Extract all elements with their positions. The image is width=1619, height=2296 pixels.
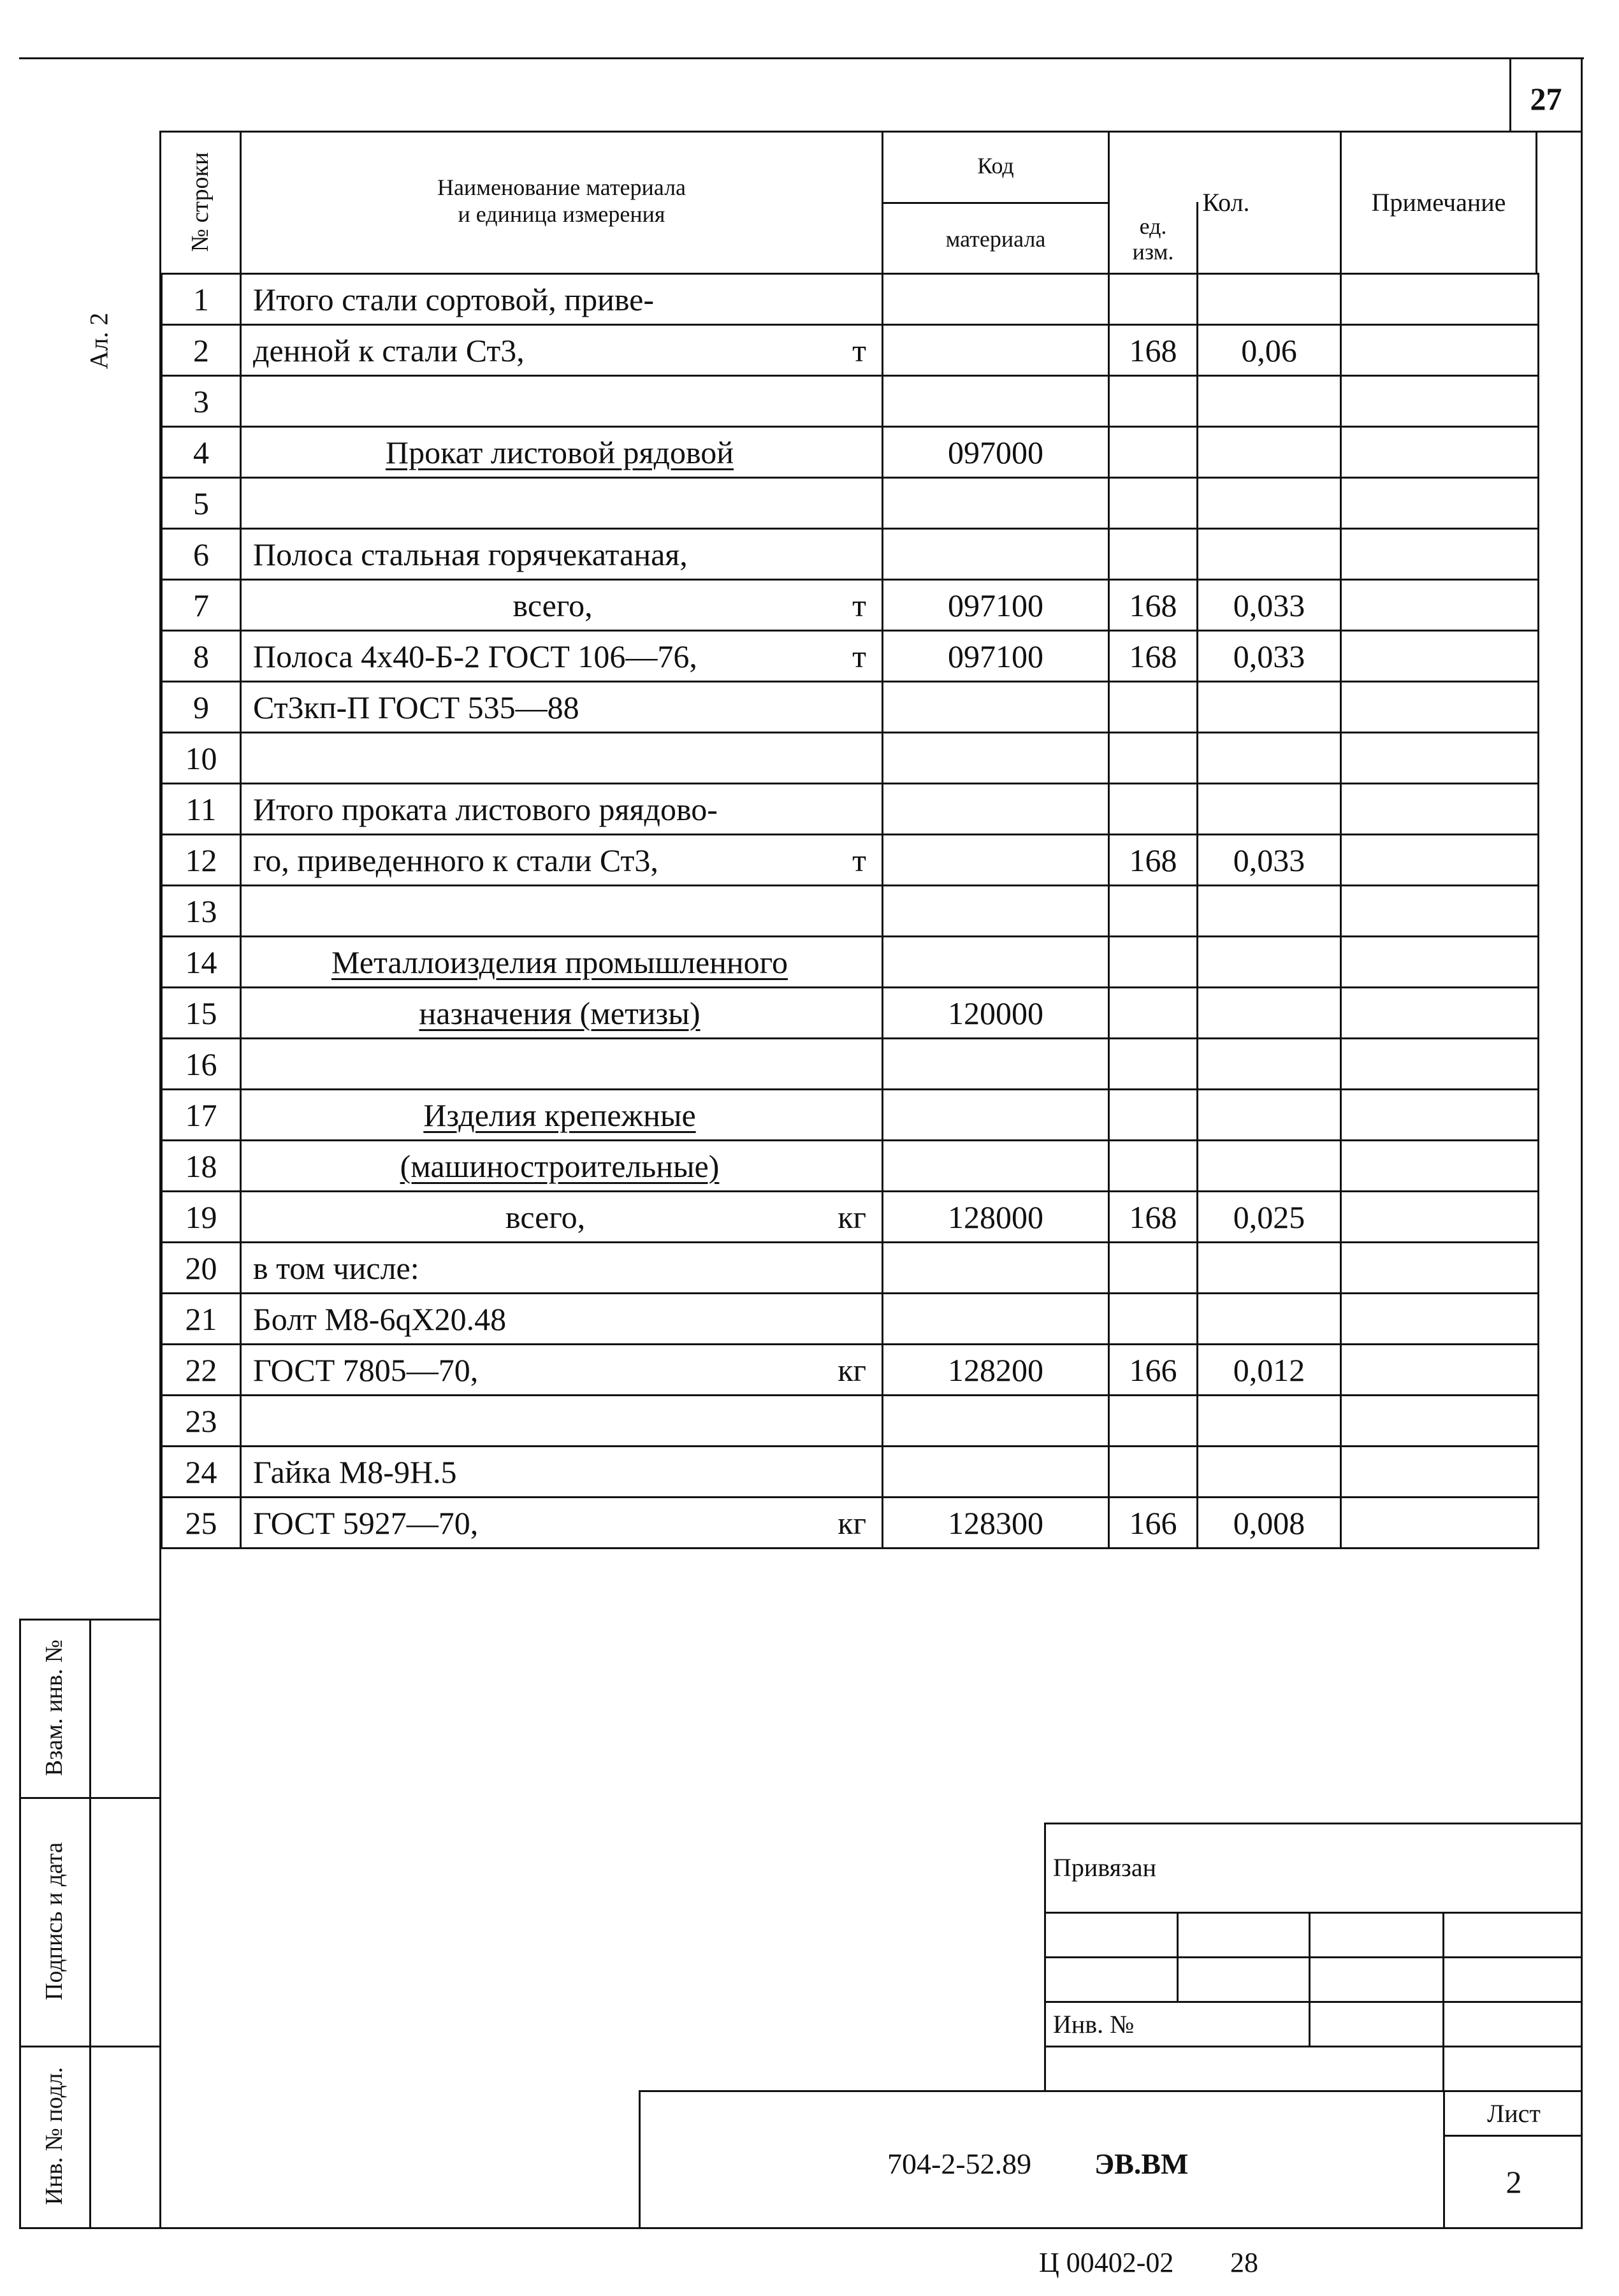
material-name-cell — [241, 988, 883, 1039]
material-name-cell — [241, 1192, 883, 1243]
side-stamp-vzam: Взам. инв. № — [41, 1639, 68, 1777]
material-code — [883, 325, 1109, 376]
note — [1341, 1090, 1539, 1141]
frame-bottom-border — [19, 2227, 1583, 2229]
unit-code — [1109, 529, 1198, 580]
quantity: 0,033 — [1198, 835, 1341, 886]
row-number: 12 — [162, 835, 241, 886]
note — [1341, 988, 1539, 1039]
album-label: Ал. 2 — [84, 312, 113, 370]
quantity: 0,033 — [1198, 631, 1341, 682]
note — [1341, 682, 1539, 733]
material-name: Итого стали сортовой, приве- — [253, 281, 654, 317]
material-name-cell — [241, 325, 883, 376]
table-row — [162, 1294, 1539, 1345]
quantity — [1198, 376, 1341, 427]
material-name-cell — [241, 784, 883, 835]
material-name-cell — [241, 631, 883, 682]
material-name: ГОСТ 7805—70, — [253, 1352, 479, 1388]
row-number: 11 — [162, 784, 241, 835]
unit-code: 168 — [1109, 580, 1198, 631]
header-material-code: материала — [945, 226, 1046, 252]
table-row — [162, 529, 1539, 580]
unit-code — [1109, 274, 1198, 325]
row-number: 14 — [162, 937, 241, 988]
row-number: 4 — [162, 427, 241, 478]
note — [1341, 1141, 1539, 1192]
quantity — [1198, 886, 1341, 937]
material-code — [883, 1141, 1109, 1192]
material-code — [883, 376, 1109, 427]
quantity — [1198, 1396, 1341, 1447]
row-number: 10 — [162, 733, 241, 784]
material-code — [883, 733, 1109, 784]
material-code: 128300 — [883, 1498, 1109, 1549]
quantity — [1198, 784, 1341, 835]
material-name-cell — [241, 835, 883, 886]
table-row — [162, 631, 1539, 682]
row-number: 6 — [162, 529, 241, 580]
table-row — [162, 1243, 1539, 1294]
unit-label: кг — [838, 1199, 866, 1235]
row-number: 8 — [162, 631, 241, 682]
material-name-cell — [241, 1447, 883, 1498]
material-name-cell — [241, 1498, 883, 1549]
unit-code — [1109, 937, 1198, 988]
table-row — [162, 835, 1539, 886]
quantity — [1198, 1294, 1341, 1345]
unit-code — [1109, 682, 1198, 733]
note — [1341, 733, 1539, 784]
row-number: 7 — [162, 580, 241, 631]
unit-code — [1109, 1243, 1198, 1294]
note — [1341, 1192, 1539, 1243]
material-name-cell — [241, 733, 883, 784]
table-row — [162, 427, 1539, 478]
sheet-number-top: 27 — [1530, 81, 1562, 117]
table-row — [162, 682, 1539, 733]
unit-label: т — [852, 842, 866, 878]
note — [1341, 1243, 1539, 1294]
material-name: Гайка М8-9Н.5 — [253, 1454, 457, 1490]
table-row — [162, 1447, 1539, 1498]
frame-top-border — [19, 57, 1584, 59]
side-stamp-divider-1 — [19, 1797, 161, 1799]
material-name: (машиностроительные) — [400, 1148, 720, 1184]
material-name-cell — [241, 1396, 883, 1447]
material-name-cell — [241, 1294, 883, 1345]
table-row — [162, 988, 1539, 1039]
row-number: 24 — [162, 1447, 241, 1498]
table-row — [162, 1396, 1539, 1447]
quantity — [1198, 274, 1341, 325]
quantity — [1198, 427, 1341, 478]
material-name: Изделия крепежные — [423, 1097, 696, 1133]
row-number: 25 — [162, 1498, 241, 1549]
material-code — [883, 1396, 1109, 1447]
material-code — [883, 682, 1109, 733]
material-name-cell — [241, 937, 883, 988]
side-stamp-top-border — [19, 1619, 161, 1621]
unit-code: 168 — [1109, 325, 1198, 376]
material-code — [883, 1039, 1109, 1090]
unit-label: т — [852, 332, 866, 368]
row-number: 13 — [162, 886, 241, 937]
unit-code — [1109, 1039, 1198, 1090]
material-name-cell — [241, 682, 883, 733]
row-number: 20 — [162, 1243, 241, 1294]
inv-no-label: Инв. № — [1053, 2010, 1135, 2039]
unit-code — [1109, 1294, 1198, 1345]
material-name-cell — [241, 478, 883, 529]
quantity — [1198, 478, 1341, 529]
quantity: 0,012 — [1198, 1345, 1341, 1396]
row-number: 16 — [162, 1039, 241, 1090]
unit-code — [1109, 1090, 1198, 1141]
material-name-cell — [241, 427, 883, 478]
table-row — [162, 580, 1539, 631]
quantity — [1198, 529, 1341, 580]
row-number: 23 — [162, 1396, 241, 1447]
material-name: Прокат листовой рядовой — [386, 434, 734, 470]
material-name: Болт М8-6qХ20.48 — [253, 1301, 507, 1337]
row-number: 18 — [162, 1141, 241, 1192]
row-number: 5 — [162, 478, 241, 529]
materials-table — [161, 273, 1539, 1549]
material-code — [883, 784, 1109, 835]
unit-code — [1109, 478, 1198, 529]
unit-code: 168 — [1109, 631, 1198, 682]
material-code: 097100 — [883, 631, 1109, 682]
archive-code: Ц 00402-02 — [1039, 2246, 1174, 2278]
quantity — [1198, 682, 1341, 733]
unit-code — [1109, 376, 1198, 427]
material-code: 097100 — [883, 580, 1109, 631]
material-name: денной к стали Ст3, — [253, 332, 525, 368]
row-number: 21 — [162, 1294, 241, 1345]
material-name: в том числе: — [253, 1250, 419, 1286]
page-footer-number: 28 — [1230, 2246, 1258, 2278]
note — [1341, 1294, 1539, 1345]
material-name: Ст3кп-П ГОСТ 535—88 — [253, 689, 579, 725]
material-code: 128200 — [883, 1345, 1109, 1396]
material-name: всего, — [505, 1199, 586, 1235]
table-row — [162, 274, 1539, 325]
material-name: Полоса 4х40-Б-2 ГОСТ 106—76, — [253, 638, 697, 674]
header-material-name: Наименование материала и единица измерения — [437, 175, 686, 227]
quantity: 0,025 — [1198, 1192, 1341, 1243]
note — [1341, 835, 1539, 886]
material-code: 128000 — [883, 1192, 1109, 1243]
header-unit-code: ед. изм. — [1132, 213, 1174, 264]
unit-code — [1109, 1447, 1198, 1498]
quantity — [1198, 1090, 1341, 1141]
note — [1341, 376, 1539, 427]
note — [1341, 274, 1539, 325]
table-row — [162, 886, 1539, 937]
material-name: всего, — [512, 587, 593, 623]
privyazan-label: Привязан — [1053, 1852, 1157, 1882]
header-quantity: Кол. — [1202, 187, 1250, 217]
unit-code — [1109, 1141, 1198, 1192]
table-row — [162, 937, 1539, 988]
note — [1341, 580, 1539, 631]
material-name: Итого проката листового ряядово- — [253, 791, 718, 827]
quantity: 0,008 — [1198, 1498, 1341, 1549]
material-name: назначения (метизы) — [419, 995, 701, 1031]
row-number: 15 — [162, 988, 241, 1039]
unit-code — [1109, 988, 1198, 1039]
note — [1341, 1447, 1539, 1498]
row-number: 3 — [162, 376, 241, 427]
quantity — [1198, 988, 1341, 1039]
header-code: Код — [977, 153, 1014, 178]
header-note: Примечание — [1371, 187, 1506, 217]
side-stamp-divider-2 — [19, 2046, 161, 2047]
material-name: ГОСТ 5927—70, — [253, 1505, 479, 1541]
material-name-cell — [241, 274, 883, 325]
row-number: 1 — [162, 274, 241, 325]
unit-code: 166 — [1109, 1345, 1198, 1396]
side-stamp-podpis: Подпись и дата — [41, 1842, 68, 2001]
material-name-cell — [241, 529, 883, 580]
material-name-cell — [241, 1141, 883, 1192]
material-code — [883, 886, 1109, 937]
material-name: Металлоизделия промышленного — [331, 944, 788, 980]
unit-code — [1109, 886, 1198, 937]
quantity — [1198, 937, 1341, 988]
header-row-number: № строки — [187, 152, 214, 252]
material-name-cell — [241, 886, 883, 937]
table-row — [162, 784, 1539, 835]
note — [1341, 1396, 1539, 1447]
row-number: 2 — [162, 325, 241, 376]
row-number: 9 — [162, 682, 241, 733]
quantity: 0,033 — [1198, 580, 1341, 631]
table-row — [162, 325, 1539, 376]
quantity — [1198, 1141, 1341, 1192]
material-code — [883, 937, 1109, 988]
quantity: 0,06 — [1198, 325, 1341, 376]
material-name-cell — [241, 1345, 883, 1396]
material-code — [883, 274, 1109, 325]
material-code — [883, 1243, 1109, 1294]
note — [1341, 631, 1539, 682]
material-name: го, приведенного к стали Ст3, — [253, 842, 658, 878]
table-row — [162, 1498, 1539, 1549]
note — [1341, 1498, 1539, 1549]
doc-code: 704-2-52.89 — [887, 2147, 1032, 2180]
binding-block — [1044, 1823, 1583, 2090]
table-row — [162, 1192, 1539, 1243]
side-stamp-inner-border — [89, 1619, 91, 2227]
note — [1341, 1345, 1539, 1396]
unit-code — [1109, 784, 1198, 835]
unit-label: т — [852, 587, 866, 623]
title-block — [639, 2090, 1583, 2227]
unit-label: т — [852, 638, 866, 674]
material-name-cell — [241, 1039, 883, 1090]
material-name-cell — [241, 1243, 883, 1294]
material-code — [883, 1294, 1109, 1345]
material-name-cell — [241, 376, 883, 427]
material-code: 120000 — [883, 988, 1109, 1039]
doc-mark: ЭВ.ВМ — [1094, 2147, 1189, 2180]
note — [1341, 427, 1539, 478]
note — [1341, 886, 1539, 937]
table-row — [162, 1090, 1539, 1141]
table-row — [162, 1039, 1539, 1090]
material-name: Полоса стальная горячекатаная, — [253, 536, 688, 572]
material-code — [883, 835, 1109, 886]
side-stamp-left-border — [19, 1619, 21, 2227]
table-row — [162, 478, 1539, 529]
note — [1341, 1039, 1539, 1090]
material-name-cell — [241, 1090, 883, 1141]
unit-code: 168 — [1109, 1192, 1198, 1243]
table-row — [162, 1345, 1539, 1396]
material-code: 097000 — [883, 427, 1109, 478]
material-code — [883, 529, 1109, 580]
note — [1341, 784, 1539, 835]
quantity — [1198, 1447, 1341, 1498]
row-number: 22 — [162, 1345, 241, 1396]
quantity — [1198, 1039, 1341, 1090]
unit-code: 166 — [1109, 1498, 1198, 1549]
quantity — [1198, 1243, 1341, 1294]
table-header — [161, 131, 1537, 274]
table-row — [162, 1141, 1539, 1192]
unit-code — [1109, 427, 1198, 478]
unit-label: кг — [838, 1505, 866, 1541]
material-code — [883, 1447, 1109, 1498]
note — [1341, 478, 1539, 529]
note — [1341, 529, 1539, 580]
list-label: Лист — [1487, 2099, 1541, 2128]
unit-label: кг — [838, 1352, 866, 1388]
table-row — [162, 376, 1539, 427]
unit-code — [1109, 1396, 1198, 1447]
list-number: 2 — [1506, 2164, 1522, 2200]
row-number: 17 — [162, 1090, 241, 1141]
row-number: 19 — [162, 1192, 241, 1243]
material-name-cell — [241, 580, 883, 631]
table-row — [162, 733, 1539, 784]
side-stamp-inv-podl: Инв. № подл. — [41, 2067, 68, 2206]
note — [1341, 325, 1539, 376]
note — [1341, 937, 1539, 988]
material-code — [883, 478, 1109, 529]
quantity — [1198, 733, 1341, 784]
unit-code: 168 — [1109, 835, 1198, 886]
material-code — [883, 1090, 1109, 1141]
unit-code — [1109, 733, 1198, 784]
